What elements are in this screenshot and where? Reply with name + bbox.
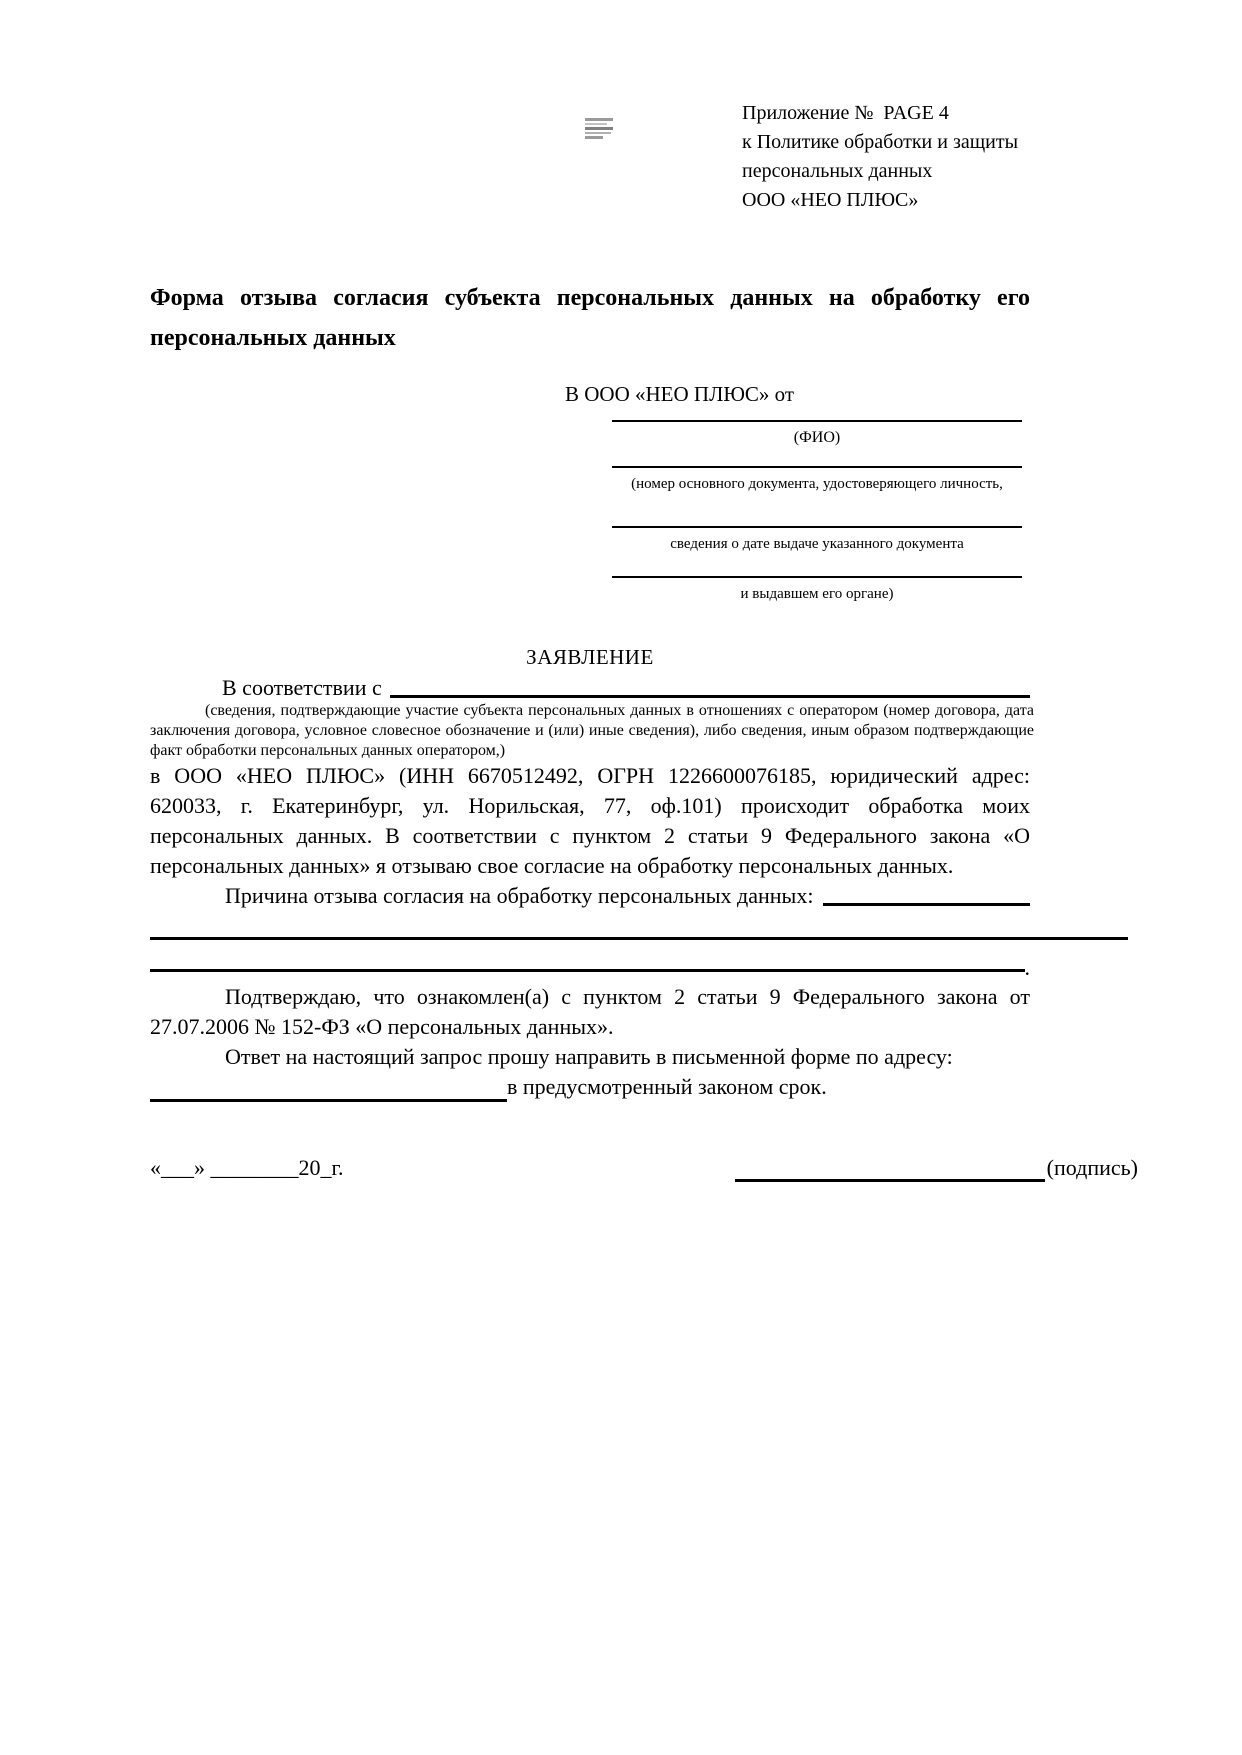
- document-number-blank-line: [612, 466, 1022, 468]
- document-number-caption: (номер основного документа, удостоверяющего личность,: [631, 476, 1003, 492]
- fio-field: [612, 420, 1022, 448]
- appendix-line: Приложение № PAGE 4: [742, 102, 949, 124]
- recipient-line: В ООО «НЕО ПЛЮС» от: [565, 382, 795, 406]
- appendix-line: ООО «НЕО ПЛЮС»: [742, 189, 919, 211]
- reply-request-text: Ответ на настоящий запрос прошу направить в письменной форме по адресу:: [225, 1044, 953, 1069]
- appendix-line: персональных данных: [742, 160, 933, 182]
- signature-blank-line: [735, 1158, 1045, 1182]
- reply-address-row: [150, 1072, 1030, 1102]
- statement-heading: ЗАЯВЛЕНИЕ: [526, 645, 654, 669]
- basis-blank-line: [390, 675, 1030, 698]
- signature-caption: (подпись): [1046, 1155, 1138, 1180]
- date-template: «___» ________20_г.: [150, 1155, 344, 1180]
- reason-continuation-row: [150, 955, 1030, 980]
- statement-body: в ООО «НЕО ПЛЮС» (ИНН 6670512492, ОГРН 1226600076185, юридический адрес: 620033, г. Екатеринбург, ул. Норильская, 77, оф.101) происходит обработка моих персональных данных. В соответствии с пунктом 2 статьи 9 Федерального закона «О персональных данных» я отзываю свое согласие на обработку персональных данных.: [150, 763, 1030, 878]
- fio-blank-line: [612, 420, 1022, 422]
- issue-date-blank-line: [612, 526, 1022, 528]
- document-number-field: [612, 466, 1022, 494]
- blank-terminator: .: [1024, 955, 1030, 980]
- withdrawal-reason-label: Причина отзыва согласия на обработку персональных данных:: [225, 883, 814, 908]
- appendix-line: к Политике обработки и защиты: [742, 131, 1019, 153]
- intro-prefix: В соответствии с: [222, 675, 382, 700]
- reply-request-suffix: в предусмотренный законом срок.: [507, 1074, 827, 1099]
- basis-footnote: (сведения, подтверждающие участие субъекта персональных данных в отношениях с оператором (номер договора, дата заключения договора, условное словесное обозначение и (или) иные сведения), либо сведения, иным образом подтверждающие факт обработки персональных данных оператором,): [150, 702, 1034, 759]
- issue-date-caption: сведения о дате выдаче указанного документа: [670, 536, 964, 552]
- reply-address-blank-line: [150, 1078, 507, 1102]
- issue-date-field: [612, 526, 1022, 554]
- appendix-header: [742, 99, 1030, 215]
- signature-area: [735, 1154, 1138, 1182]
- reason-continuation-blank-line: [150, 969, 1025, 972]
- statement-intro: [150, 675, 1030, 701]
- issuing-authority-blank-line: [612, 576, 1022, 578]
- issuing-authority-caption: и выдавшем его органе): [740, 586, 894, 602]
- withdrawal-reason-blank-line: [823, 881, 1030, 906]
- withdrawal-reason-row: [150, 881, 1030, 911]
- fio-caption: (ФИО): [793, 429, 841, 446]
- date-signature-row: [150, 1154, 1138, 1182]
- document-title: Форма отзыва согласия субъекта персональных данных на обработку его персональных данных: [150, 285, 1030, 351]
- embedded-object-icon: [585, 118, 615, 142]
- acknowledgement-paragraph: Подтверждаю, что ознакомлен(а) с пунктом 2 статьи 9 Федерального закона от 27.07.2006 № 152-ФЗ «О персональных данных».: [150, 984, 1030, 1039]
- reason-continuation-blank-line: [150, 937, 1128, 940]
- issuing-authority-field: [612, 576, 1022, 604]
